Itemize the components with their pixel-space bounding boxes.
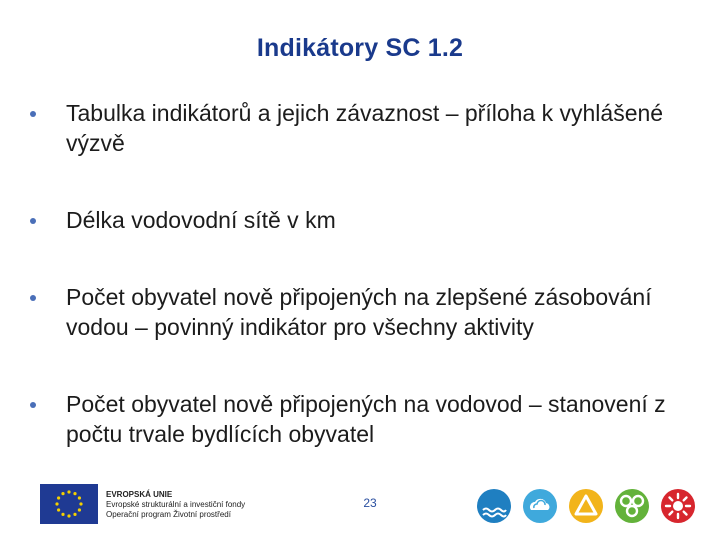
bullet-dot [30, 295, 36, 301]
eu-label: EVROPSKÁ UNIE [106, 490, 173, 499]
bullet-dot [30, 402, 36, 408]
bullet-dot [30, 218, 36, 224]
water-drops-icon [476, 488, 512, 524]
sun-icon [660, 488, 696, 524]
bullet-item [28, 282, 678, 342]
footer [0, 480, 720, 540]
funds-label: Evropské strukturální a investiční fondy [106, 500, 246, 509]
triangle-icon [568, 488, 604, 524]
bullet-item [28, 205, 678, 235]
bullet-list [28, 98, 678, 449]
bullet-dot [30, 111, 36, 117]
eu-funding-text [106, 490, 266, 520]
cloud-icon [522, 488, 558, 524]
flowers-icon [614, 488, 650, 524]
page-number: 23 [363, 496, 377, 510]
bullet-item [28, 98, 678, 158]
bullet-text: Počet obyvatel nově připojených na vodovod – stanovení z počtu trvale bydlících obyvatel [66, 391, 666, 447]
bullet-item [28, 389, 678, 449]
bullet-text: Počet obyvatel nově připojených na zlepšené zásobování vodou – povinný indikátor pro všechny aktivity [66, 284, 652, 340]
bullet-text: Tabulka indikátorů a jejich závaznost – příloha k vyhlášené výzvě [66, 100, 664, 156]
eu-flag-icon [40, 484, 98, 524]
programme-logos [476, 488, 696, 528]
slide-title: Indikátory SC 1.2 [256, 34, 464, 62]
programme-label: Operační program Životní prostředí [106, 510, 231, 519]
bullet-text: Délka vodovodní sítě v km [66, 207, 336, 233]
